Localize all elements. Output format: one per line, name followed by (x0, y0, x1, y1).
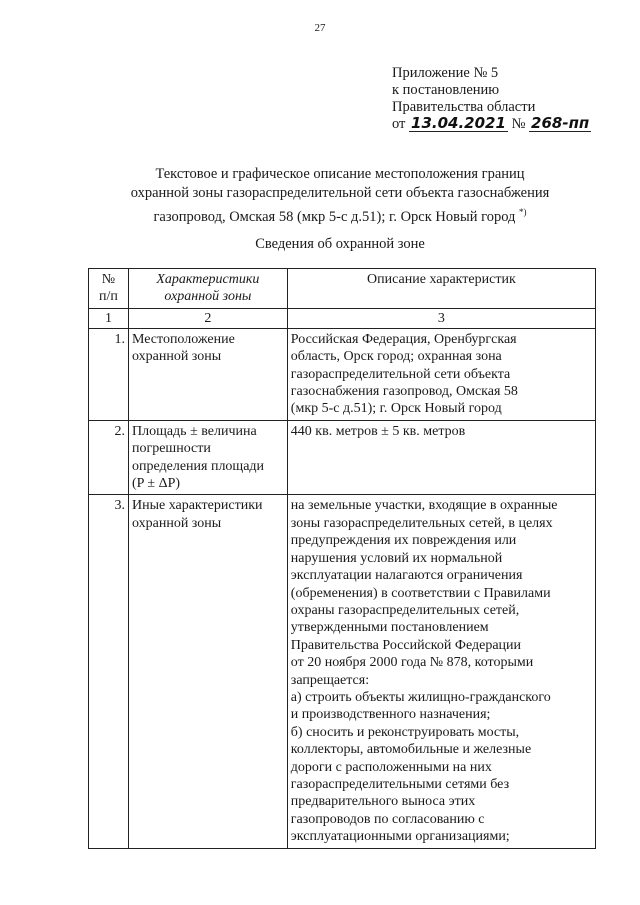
row-name-line: охранной зоны (131, 515, 222, 531)
row-description-cell (287, 420, 595, 495)
row-number-cell: 1. (89, 328, 129, 420)
header-name-line-2: охранной зоны (164, 289, 252, 305)
header-desc-cell: Описание характеристик (287, 269, 595, 309)
section-subtitle: Сведения об охранной зоне (255, 236, 425, 252)
title-line-1: Текстовое и графическое описание местоположения границ (155, 166, 525, 182)
header-num-line-2: п/п (99, 289, 118, 305)
row-name-line: Иные характеристики (131, 498, 263, 514)
row-description-line: эксплуатации налагаются ограничения (290, 568, 523, 584)
appendix-line-2: к постановлению (392, 82, 500, 98)
row-number-cell: 2. (89, 420, 129, 495)
row-description-line: на земельные участки, входящие в охранные (290, 498, 558, 514)
row-description-line: Правительства Российской Федерации (290, 637, 522, 653)
row-description-line: запрещается: (290, 672, 370, 688)
row-description-line: газораспределительными сетями без (290, 776, 510, 792)
row-number-cell: 3. (89, 495, 129, 848)
number-prefix: № (511, 116, 526, 132)
row-description-line: а) строить объекты жилищно-гражданского (290, 689, 551, 705)
row-name-cell (128, 495, 287, 848)
page-number: 27 (314, 22, 326, 34)
row-description-line: Российская Федерация, Оренбургская (290, 331, 517, 347)
row-description-line: предварительного выноса этих (290, 794, 476, 810)
handwritten-date: 13.04.2021 (411, 114, 506, 132)
table-row (89, 420, 596, 495)
appendix-line-3: Правительства области (392, 99, 536, 115)
title-line-3-text: газопровод, Омская 58 (мкр 5-с д.51); г. Орск Новый город (153, 208, 516, 225)
table-row (89, 328, 596, 420)
row-name-cell (128, 328, 287, 420)
appendix-date-line (392, 116, 591, 133)
row-description-line: нарушения условий их нормальной (290, 550, 503, 566)
row-name-line: погрешности (131, 441, 211, 457)
row-name-line: (P ± ΔP) (131, 476, 181, 492)
row-description-line: газоснабжения газопровод, Омская 58 (290, 384, 518, 400)
title-line-3 (60, 203, 620, 227)
row-name-line: определения площади (131, 458, 265, 474)
row-description-line: утвержденными постановлением (290, 620, 489, 636)
header-name-line-1: Характеристики (156, 272, 260, 287)
row-description-line: эксплуатационными организациями; (290, 829, 510, 845)
row-description-line: 440 кв. метров ± 5 кв. метров (290, 423, 466, 439)
row-name-line: Местоположение (131, 331, 235, 347)
row-description-line: коллекторы, автомобильные и железные (290, 742, 532, 758)
row-name-line: Площадь ± величина (131, 423, 257, 439)
handwritten-number: 268-пп (531, 114, 590, 132)
header-name-cell (128, 269, 287, 309)
appendix-line-1: Приложение № 5 (392, 65, 499, 81)
row-description-line: предупреждения их повреждения или (290, 533, 517, 549)
row-description-line: (обременения) в соответствии с Правилами (290, 585, 551, 601)
header-num-line-1: № (101, 272, 116, 287)
document-title (60, 165, 620, 227)
row-description-line: и производственного назначения; (290, 707, 491, 723)
table-row (89, 495, 596, 848)
table-index-row (89, 308, 596, 328)
row-description-line: дороги с расположенными на них (290, 759, 492, 775)
row-description-cell (287, 328, 595, 420)
zone-info-table (88, 268, 596, 849)
row-description-line: б) сносить и реконструировать мосты, (290, 724, 520, 740)
index-cell-1: 1 (89, 308, 129, 328)
index-cell-2: 2 (128, 308, 287, 328)
row-description-line: охраны газораспределительных сетей, (290, 602, 520, 618)
row-description-line: (мкр 5-с д.51); г. Орск Новый город (290, 401, 502, 417)
header-num-cell (89, 269, 129, 309)
row-description-line: зоны газораспределительных сетей, в целях (290, 515, 553, 531)
row-description-line: газопроводов по согласованию с (290, 811, 485, 827)
title-footnote-mark: *) (519, 207, 527, 217)
row-description-line: газораспределительной сети объекта (290, 366, 511, 382)
row-name-cell (128, 420, 287, 495)
row-name-line: охранной зоны (131, 349, 222, 365)
title-line-2: охранной зоны газораспределительной сети объекта газоснабжения (130, 185, 550, 201)
date-prefix: от (392, 116, 406, 132)
index-cell-3: 3 (287, 308, 595, 328)
row-description-line: от 20 ноября 2000 года № 878, которыми (290, 655, 534, 671)
appendix-block (392, 65, 591, 133)
row-description-line: область, Орск город; охранная зона (290, 349, 502, 365)
row-description-cell (287, 495, 595, 848)
table-header-row (89, 269, 596, 309)
